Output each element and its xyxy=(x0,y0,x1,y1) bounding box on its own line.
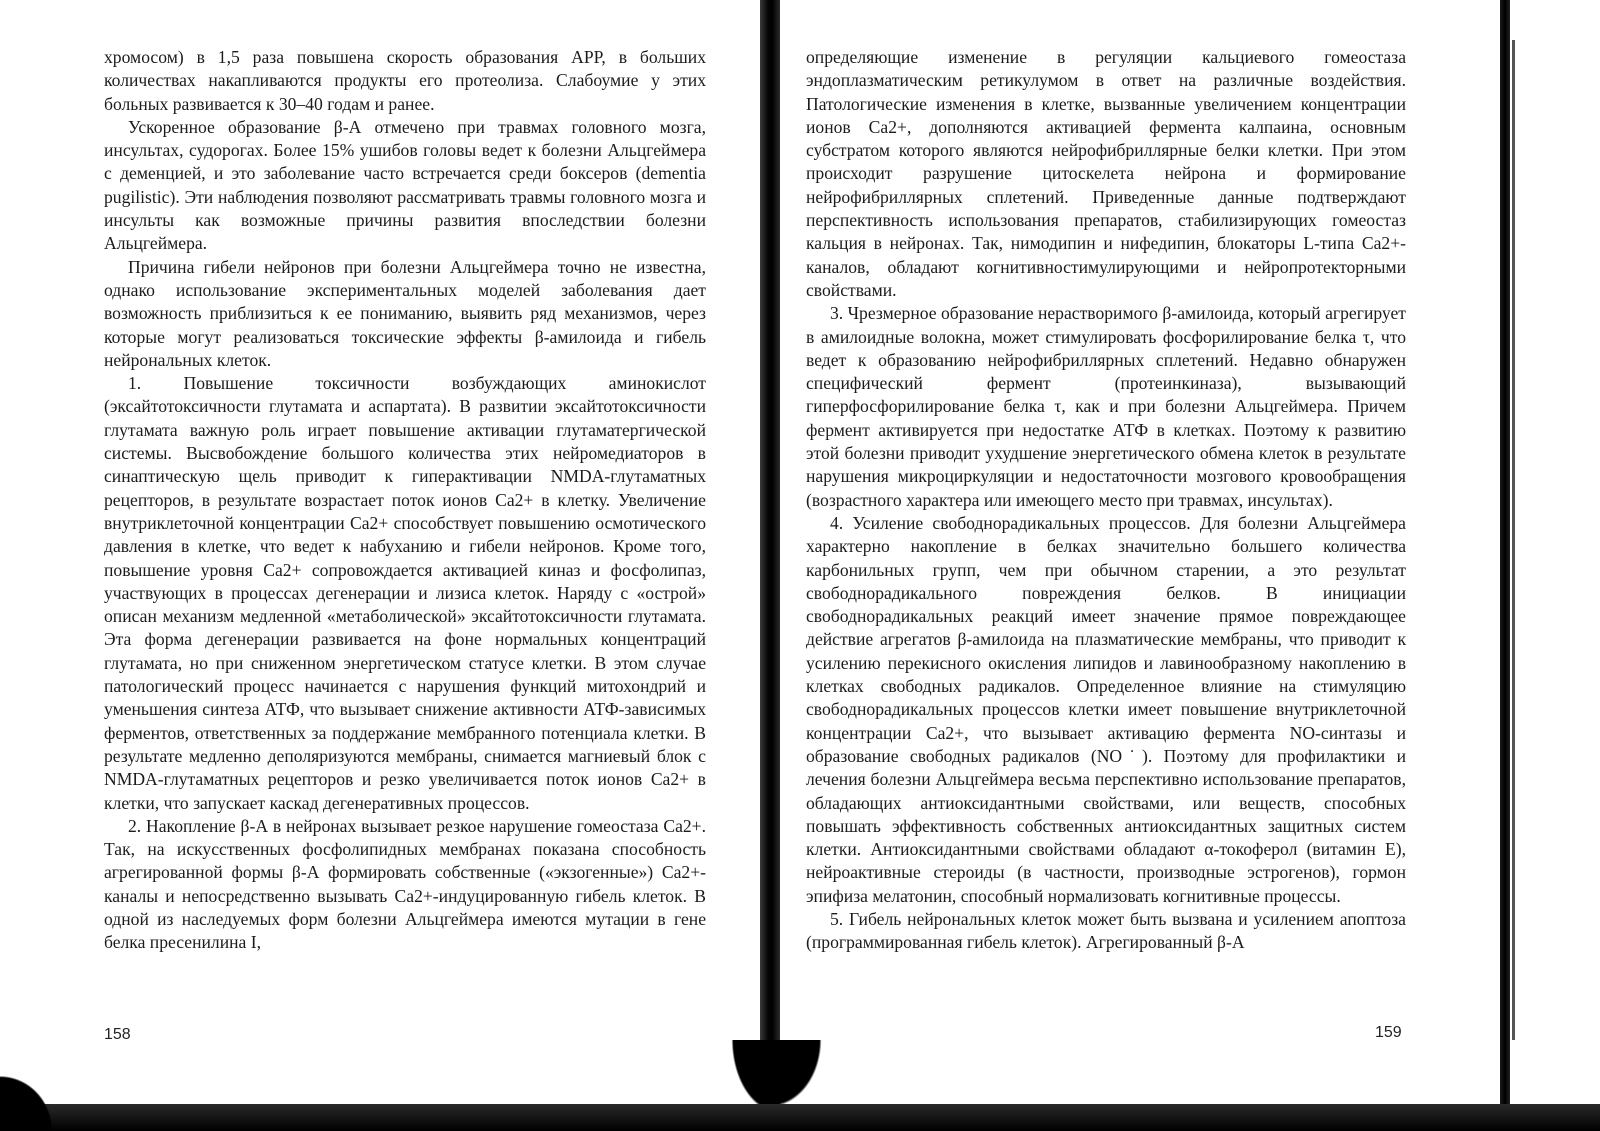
left-paragraph-4 xyxy=(104,372,706,815)
left-paragraph-2 xyxy=(104,116,706,256)
book-spine xyxy=(760,0,780,1131)
right-page-body xyxy=(806,46,1406,955)
left-page-body xyxy=(104,46,706,955)
page-edge-right xyxy=(1500,0,1510,1131)
left-paragraph-1 xyxy=(104,46,706,116)
right-paragraph-4 xyxy=(806,908,1406,955)
left-paragraph-4-text: 1. Повышение токсичности возбуждающих аминокислот (эксайтотоксичности глутамата и аспартата). В развитии эксайтотоксичности глутамата важную роль играет повышение активации глутаматергической системы. Высвобождение большого количества этих нейромедиаторов в синаптическую щель приводит к гиперактивации NMDA-глутаматных рецепторов, в результате возрастает поток ионов Ca2+ в клетку. Увеличение внутриклеточной концентрации Ca2+ способствует повышению осмотического давления в клетке, что ведет к набуханию и гибели нейронов. Кроме того, повышение уровня Ca2+ сопровождается активацией киназ и фосфолипаз, участвующих в процессах дегенерации и лизиса клеток. Наряду с «острой» описан механизм медленной «метаболической» эксайтотоксичности глутамата. Эта форма дегенерации развивается на фоне нормальных концентраций глутамата, но при сниженном энергетическом статусе клетки. В этом случае патологический процесс начинается с нарушения функций митохондрий и уменьшения синтеза АТФ, что вызывает снижение активности АТФ-зависимых ферментов, ответственных за поддержание мембранного потенциала клетки. В результате медленно деполяризуются мембраны, снимается магниевый блок с NMDA-глутаматных рецепторов и резко увеличивается поток ионов Ca2+ в клетки, что запускает каскад дегенеративных процессов. xyxy=(104,373,706,813)
left-paragraph-2-text: Ускоренное образование β-А отмечено при травмах головного мозга, инсультах, судорогах. Более 15% ушибов головы ведет к болезни Альцгеймера с деменцией, и это заболевание часто встречается среди боксеров (dementia pugilistic). Эти наблюдения позволяют рассматривать травмы головного мозга и инсульты как возможные причины развития впоследствии болезни Альцгеймера. xyxy=(104,116,706,254)
right-paragraph-1-text: определяющие изменение в регуляции кальциевого гомеостаза эндоплазматическим ретикулумом в ответ на различные воздействия. Патологические изменения в клетке, вызванные увеличением концентрации ионов Ca2+, дополняются активацией фермента калпаина, основным субстратом которого являются нейрофибриллярные белки клетки. При этом происходит разрушение цитоскелета нейрона и формирование нейрофибриллярных сплетений. Приведенные данные подтверждают перспективность использования препаратов, стабилизирующих гомеостаз кальция в нейронах. Так, нимодипин и нифедипин, блокаторы L-типа Ca2+-каналов, обладают когнитивностимулирующими и нейропротекторными свойствами. xyxy=(806,47,1406,300)
page-edge-bottom xyxy=(0,1104,1600,1131)
page-edge-right-highlight xyxy=(1512,40,1515,1040)
page-number-right: 159 xyxy=(1375,1024,1402,1041)
left-paragraph-3-text: Причина гибели нейронов при болезни Альцгеймера точно не известна, однако использование экспериментальных моделей заболевания дает возможность приблизиться к ее пониманию, выявить ряд механизмов, через которые могут реализоваться токсические эффекты β-амилоида и гибель нейрональных клеток. xyxy=(104,256,706,370)
page-corner-bottom-left xyxy=(0,1068,60,1131)
right-paragraph-1 xyxy=(806,46,1406,302)
right-paragraph-3-text: 4. Усиление свободнорадикальных процессов. Для болезни Альцгеймера характерно накопление в белках значительно большего количества карбонильных групп, чем при обычном старении, а это результат свободнорадикального повреждения белков. В инициации свободнорадикальных реакций имеет значение прямое повреждающее действие агрегатов β-амилоида на плазматические мембраны, что приводит к усилению перекисного окисления липидов и лавинообразному накоплению в клетках свободных радикалов. Определенное влияние на стимуляцию свободнорадикальных процессов клетки имеет повышение внутриклеточной концентрации Ca2+, что вызывает активацию фермента NO-синтазы и образование свободных радикалов (NO˙). Поэтому для профилактики и лечения болезни Альцгеймера весьма перспективно использование препаратов, обладающих антиоксидантными свойствами, или веществ, способных повышать эффективность собственных антиоксидантных защитных систем клетки. Антиоксидантными свойствами обладают α-токоферол (витамин Е), нейроактивные стероиды (в частности, производные эстрогенов), гормон эпифиза мелатонин, способный нормализовать когнитивные процессы. xyxy=(806,512,1406,906)
left-paragraph-5 xyxy=(104,815,706,955)
left-paragraph-1-text: хромосом) в 1,5 раза повышена скорость образования APP, в больших количествах накапливаются продукты его протеолиза. Слабоумие у этих больных развивается к 30–40 годам и ранее. xyxy=(104,47,706,114)
right-paragraph-3 xyxy=(806,512,1406,908)
left-paragraph-3 xyxy=(104,256,706,372)
right-paragraph-4-text: 5. Гибель нейрональных клеток может быть вызвана и усилением апоптоза (программированная гибель клеток). Агрегированный β-А xyxy=(806,908,1406,953)
right-paragraph-2 xyxy=(806,302,1406,512)
page-number-left: 158 xyxy=(104,1026,131,1043)
left-paragraph-5-text: 2. Накопление β-А в нейронах вызывает резкое нарушение гомеостаза Ca2+. Так, на искусственных фосфолипидных мембранах показана способность агрегированной формы β-А формировать собственные («экзогенные») Ca2+-каналы и непосредственно вызывать Ca2+-индуцированную гибель клеток. В одной из наследуемых форм болезни Альцгеймера имеются мутации в гене белка пресенилина I, xyxy=(104,815,706,953)
right-paragraph-2-text: 3. Чрезмерное образование нерастворимого β-амилоида, который агрегирует в амилоидные волокна, может стимулировать фосфорилирование белка τ, что ведет к образованию нейрофибриллярных сплетений. Недавно обнаружен специфический фермент (протеинкиназа), вызывающий гиперфосфорилирование белка τ, как и при болезни Альцгеймера. Причем фермент активируется при недостатке АТФ в клетках. Поэтому к развитию этой болезни приводит ухудшение энергетического обмена клеток в результате нарушения микроциркуляции и недостаточности мозгового кровообращения (возрастного характера или имеющего место при травмах, инсультах). xyxy=(806,303,1406,510)
